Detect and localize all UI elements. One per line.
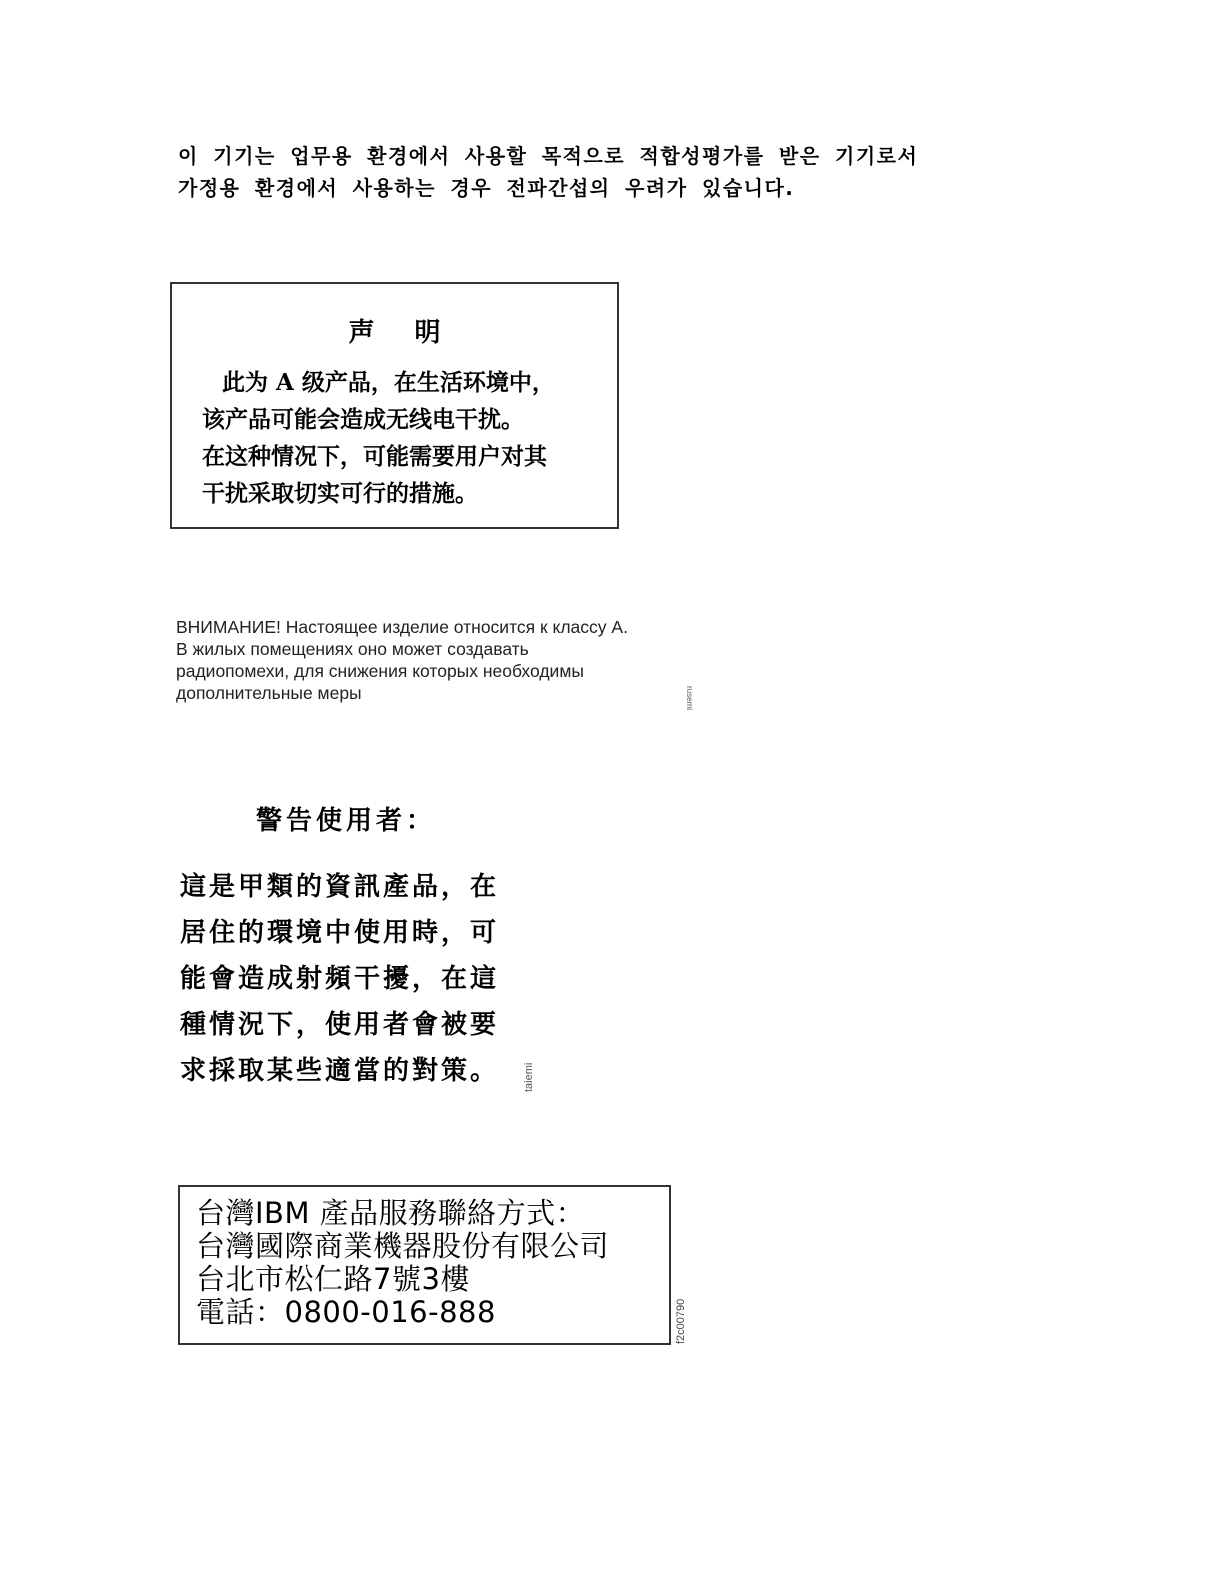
- china-notice-body: [202, 364, 555, 512]
- taiwan-contact-line-1: 台灣IBM 產品服務聯絡方式：: [196, 1196, 586, 1230]
- russia-notice-line-2: В жилых помещениях оно может создавать: [176, 639, 529, 659]
- china-emc-notice-box: [170, 282, 619, 529]
- russia-notice-line-3: радиопомехи, для снижения которых необходимы: [176, 661, 584, 681]
- taiwan-contact-figure-code: f2c00790: [675, 1298, 687, 1344]
- taiwan-warning-figure-code: taiemi: [523, 1062, 535, 1092]
- china-notice-line-1: 此为 A 级产品，在生活环境中，: [222, 369, 555, 396]
- russia-notice-line-1: ВНИМАНИЕ! Настоящее изделие относится к классу А.: [176, 617, 628, 637]
- korean-emc-notice: [178, 140, 978, 204]
- russia-notice-line-4: дополнительные меры: [176, 683, 362, 703]
- taiwan-contact-line-2: 台灣國際商業機器股份有限公司: [196, 1229, 610, 1263]
- korean-notice-line-1: 이 기기는 업무용 환경에서 사용할 목적으로 적합성평가를 받은 기기로서: [178, 144, 919, 168]
- taiwan-contact-line-4: 電話：0800-016-888: [196, 1295, 496, 1329]
- taiwan-ibm-contact-box: [178, 1185, 671, 1345]
- russia-emc-notice: [176, 616, 696, 704]
- taiwan-contact-body: [196, 1197, 609, 1329]
- taiwan-warning-line-3: 能會造成射頻干擾，在這: [180, 964, 500, 994]
- china-notice-line-2: 该产品可能会造成无线电干扰。: [202, 406, 524, 433]
- taiwan-contact-line-3: 台北市松仁路7號3樓: [196, 1262, 470, 1296]
- taiwan-warning-line-2: 居住的環境中使用時，可: [180, 918, 500, 948]
- taiwan-warning-line-1: 這是甲類的資訊產品，在: [180, 872, 500, 902]
- russia-figure-code: rusemi: [685, 686, 694, 711]
- taiwan-warning-line-5: 求採取某些適當的對策。: [180, 1056, 500, 1086]
- taiwan-warning-line-4: 種情況下，使用者會被要: [180, 1010, 500, 1040]
- taiwan-warning-title: 警告使用者：: [256, 806, 437, 836]
- korean-notice-line-2: 가정용 환경에서 사용하는 경우 전파간섭의 우려가 있습니다.: [178, 176, 795, 200]
- china-notice-title: 声明: [348, 318, 481, 348]
- taiwan-warning-body: [180, 864, 499, 1094]
- china-notice-line-4: 干扰采取切实可行的措施。: [202, 480, 478, 507]
- china-notice-line-3: 在这种情况下，可能需要用户对其: [202, 443, 547, 470]
